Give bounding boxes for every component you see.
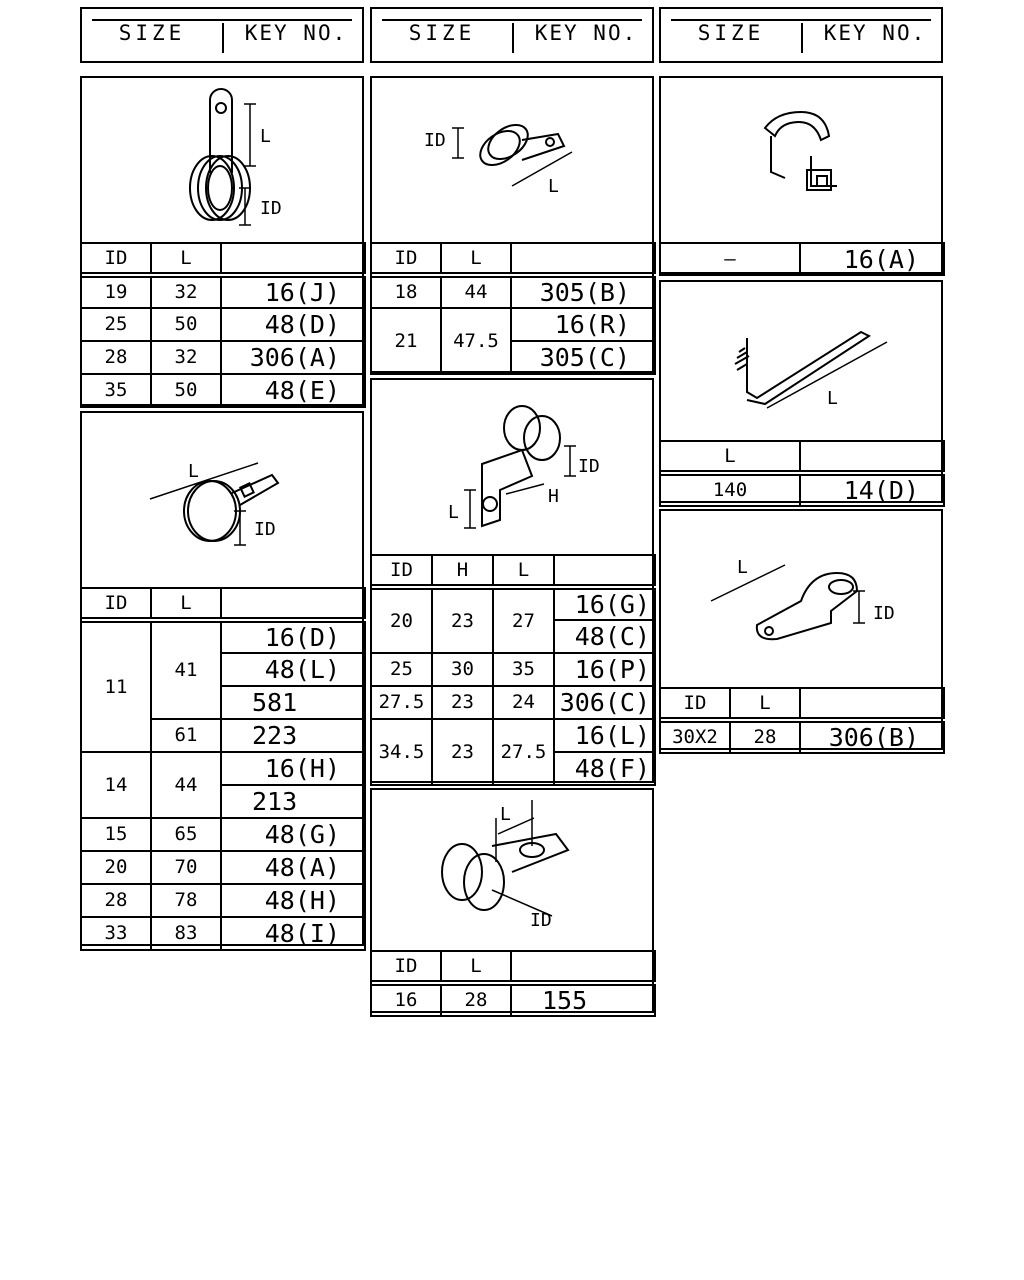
- bracket-clip-drawing: [661, 282, 941, 440]
- panel-ring-clamp: [80, 411, 364, 946]
- dim-label-l: L: [260, 126, 271, 147]
- cell-l: 32: [151, 275, 221, 308]
- cell-key: 155: [511, 983, 655, 1016]
- dim-label-id: ID: [873, 603, 895, 624]
- header-divider: [801, 23, 803, 53]
- panel-bracket-clip: [659, 280, 943, 503]
- col-header-key: [800, 688, 944, 720]
- cell-key: 48(C): [554, 620, 655, 653]
- col-header-key: [511, 243, 655, 275]
- p3-table: [370, 242, 656, 375]
- cell-l: 65: [151, 818, 221, 851]
- cell-id: 34.5: [371, 719, 432, 785]
- col-header-l: L: [730, 688, 800, 720]
- header-divider: [512, 23, 514, 53]
- panel-clamp-tab: [80, 76, 364, 406]
- header-key-label: KEY NO.: [823, 21, 927, 45]
- oval-clamp-drawing: [661, 511, 941, 687]
- cell-key: 306(C): [554, 686, 655, 719]
- dim-label-l: L: [448, 502, 459, 523]
- p1-table: [80, 242, 366, 408]
- col-header-key: [221, 243, 365, 275]
- slot-clamp-drawing: [372, 78, 652, 242]
- header-key-label: KEY NO.: [244, 21, 348, 45]
- p7-table: [659, 440, 945, 507]
- cell-id: 19: [81, 275, 151, 308]
- table-row: [81, 752, 365, 785]
- cell-key: 305(C): [511, 341, 655, 374]
- cell-id: 27.5: [371, 686, 432, 719]
- table-row: [371, 653, 655, 686]
- cell-key: 48(F): [554, 752, 655, 785]
- header-size-label: SIZE: [697, 21, 765, 45]
- panel-oval-clamp: [659, 509, 943, 750]
- cell-key: 48(D): [221, 308, 365, 341]
- cell-l: 44: [441, 275, 511, 308]
- cell-h: 23: [432, 719, 493, 785]
- cell-key: 16(D): [221, 620, 365, 653]
- cell-l: 28: [730, 720, 800, 753]
- cell-l: 27.5: [493, 719, 554, 785]
- dim-label-l: L: [548, 176, 559, 197]
- col-header-id: ID: [660, 688, 730, 720]
- cell-key: 16(H): [221, 752, 365, 785]
- table-row: [660, 720, 944, 753]
- cell-id: 28: [81, 884, 151, 917]
- cell-id: 11: [81, 620, 151, 752]
- cell-l: 47.5: [441, 308, 511, 374]
- col-header-id: ID: [371, 243, 441, 275]
- header-size-label: SIZE: [118, 21, 186, 45]
- table-row: [371, 587, 655, 620]
- cell-id: 20: [371, 587, 432, 653]
- table-row: [371, 983, 655, 1016]
- col-header-id: ID: [371, 951, 441, 983]
- table-row: [81, 917, 365, 950]
- p5-table: [370, 950, 656, 1017]
- cell-key: 16(J): [221, 275, 365, 308]
- cell-key: 306(A): [221, 341, 365, 374]
- clamp-tab-drawing: [82, 78, 362, 242]
- cell-id: 25: [81, 308, 151, 341]
- col-header-l: L: [151, 243, 221, 275]
- dim-label-l: L: [827, 388, 838, 409]
- table-row: [81, 374, 365, 407]
- cell-key: 14(D): [800, 473, 944, 506]
- cell-l: 61: [151, 719, 221, 752]
- cell-key: 16(P): [554, 653, 655, 686]
- cell-key: 48(G): [221, 818, 365, 851]
- header-col-3: [659, 7, 943, 63]
- dim-label-id: ID: [530, 910, 552, 931]
- cell-h: 23: [432, 686, 493, 719]
- cell-h: 23: [432, 587, 493, 653]
- p4-table: [370, 554, 656, 786]
- table-row: [371, 719, 655, 752]
- col-header-key: [511, 951, 655, 983]
- cell-key: 306(B): [800, 720, 944, 753]
- table-row: [660, 243, 944, 275]
- cell-l: 50: [151, 308, 221, 341]
- cell-id: 33: [81, 917, 151, 950]
- dim-label-l: L: [188, 461, 199, 482]
- snap-clip-drawing: [661, 78, 941, 242]
- header-col-1: [80, 7, 364, 63]
- double-clamp-drawing: [372, 380, 652, 554]
- cell-size: —: [660, 243, 800, 275]
- table-row: [81, 275, 365, 308]
- col-header-id: ID: [81, 588, 151, 620]
- cell-l: 140: [660, 473, 800, 506]
- cell-id: 28: [81, 341, 151, 374]
- col-header-h: H: [432, 555, 493, 587]
- cell-key: 48(I): [221, 917, 365, 950]
- panel-slot-clamp: [370, 76, 654, 373]
- cell-id: 35: [81, 374, 151, 407]
- cell-id: 18: [371, 275, 441, 308]
- cell-key: 48(A): [221, 851, 365, 884]
- dim-label-h: H: [548, 486, 559, 507]
- cell-key: 581: [221, 686, 365, 719]
- cell-id: 16: [371, 983, 441, 1016]
- cell-key: 48(E): [221, 374, 365, 407]
- dim-label-id: ID: [254, 519, 276, 540]
- cell-key: 48(L): [221, 653, 365, 686]
- cell-key: 305(B): [511, 275, 655, 308]
- dim-label-id: ID: [424, 130, 446, 151]
- cell-id: 30X2: [660, 720, 730, 753]
- table-row: [371, 275, 655, 308]
- p6-table: [659, 242, 945, 276]
- p8-table: [659, 687, 945, 754]
- table-row: [371, 686, 655, 719]
- col-header-l: L: [441, 243, 511, 275]
- cell-l: 50: [151, 374, 221, 407]
- header-size-label: SIZE: [408, 21, 476, 45]
- cell-l: 83: [151, 917, 221, 950]
- dim-label-id: ID: [260, 198, 282, 219]
- cell-key: 16(A): [800, 243, 944, 275]
- cell-id: 14: [81, 752, 151, 818]
- col-header-l: L: [441, 951, 511, 983]
- cell-id: 20: [81, 851, 151, 884]
- header-key-label: KEY NO.: [534, 21, 638, 45]
- cell-l: 78: [151, 884, 221, 917]
- panel-flat-clamp: [370, 788, 654, 1013]
- cell-id: 15: [81, 818, 151, 851]
- col-header-l: L: [493, 555, 554, 587]
- cell-l: 35: [493, 653, 554, 686]
- table-row: [81, 620, 365, 653]
- p2-table: [80, 587, 366, 951]
- col-header-key: [554, 555, 655, 587]
- header-col-2: [370, 7, 654, 63]
- col-header-key: [221, 588, 365, 620]
- cell-key: 16(G): [554, 587, 655, 620]
- cell-key: 213: [221, 785, 365, 818]
- col-header-id: ID: [81, 243, 151, 275]
- col-header-key: [800, 441, 944, 473]
- panel-double-clamp: [370, 378, 654, 783]
- cell-key: 223: [221, 719, 365, 752]
- panel-snap-clip: [659, 76, 943, 274]
- table-row: [81, 341, 365, 374]
- dim-label-l: L: [500, 804, 511, 825]
- cell-key: 16(L): [554, 719, 655, 752]
- dim-label-id: ID: [578, 456, 600, 477]
- cell-l: 44: [151, 752, 221, 818]
- cell-l: 32: [151, 341, 221, 374]
- table-row: [660, 473, 944, 506]
- cell-h: 30: [432, 653, 493, 686]
- cell-l: 41: [151, 620, 221, 719]
- table-row: [371, 308, 655, 341]
- dim-label-l: L: [737, 557, 748, 578]
- cell-id: 21: [371, 308, 441, 374]
- header-divider: [222, 23, 224, 53]
- cell-l: 28: [441, 983, 511, 1016]
- flat-clamp-drawing: [372, 790, 652, 950]
- table-row: [81, 818, 365, 851]
- table-row: [81, 851, 365, 884]
- cell-key: 16(R): [511, 308, 655, 341]
- ring-clamp-drawing: [82, 413, 362, 587]
- table-row: [81, 308, 365, 341]
- col-header-l: L: [660, 441, 800, 473]
- cell-key: 48(H): [221, 884, 365, 917]
- col-header-id: ID: [371, 555, 432, 587]
- cell-id: 25: [371, 653, 432, 686]
- table-row: [81, 884, 365, 917]
- cell-l: 70: [151, 851, 221, 884]
- cell-l: 27: [493, 587, 554, 653]
- cell-l: 24: [493, 686, 554, 719]
- col-header-l: L: [151, 588, 221, 620]
